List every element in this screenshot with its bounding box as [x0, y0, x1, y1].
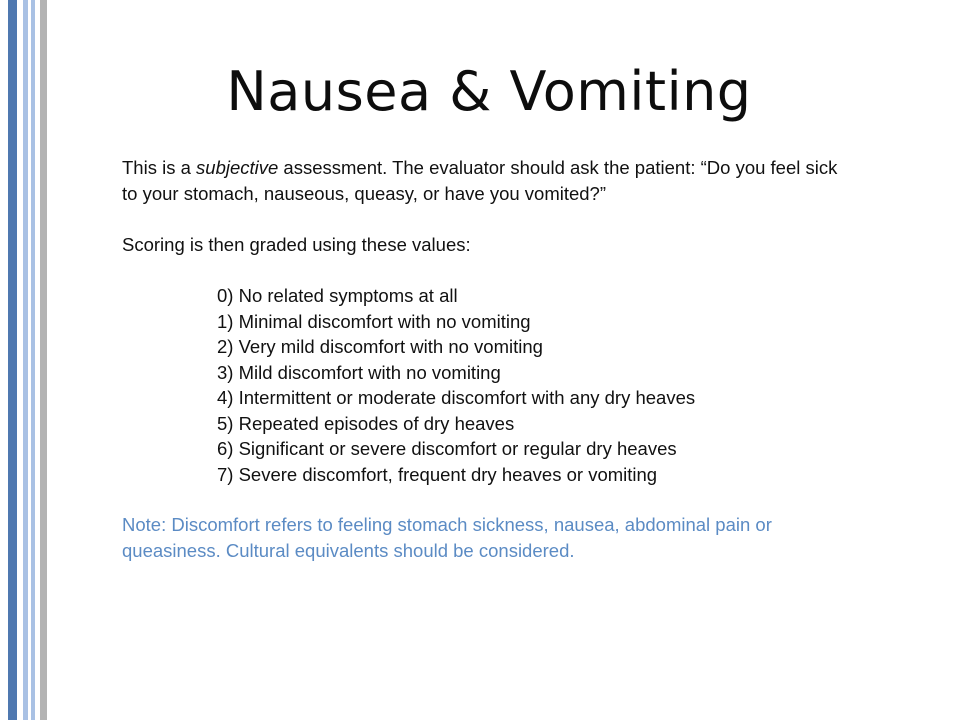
intro-prefix: This is a — [122, 157, 197, 178]
score-item-4: 4) Intermittent or moderate discomfort with any dry heaves — [217, 387, 696, 408]
scoring-intro: Scoring is then graded using these values: — [122, 234, 471, 255]
score-item-2: 2) Very mild discomfort with no vomiting — [217, 336, 543, 357]
score-item-5: 5) Repeated episodes of dry heaves — [217, 412, 515, 434]
score-item-7: 7) Severe discomfort, frequent dry heaves or vomiting — [217, 463, 658, 485]
score-item-3: 3) Mild discomfort with no vomiting — [217, 361, 501, 383]
score-list — [122, 283, 852, 487]
score-item-0: 0) No related symptoms at all — [217, 285, 458, 306]
slide-body — [122, 155, 852, 564]
intro-emphasis: subjective — [196, 157, 279, 178]
intro-paragraph — [122, 155, 852, 207]
slide-title: Nausea & Vomiting — [226, 60, 752, 123]
intro-suffix: assessment. The evaluator should ask the patient: “Do you feel sick to your stomach, nauseous, queasy, or have you vomited?” — [122, 157, 838, 204]
score-item-1: 1) Minimal discomfort with no vomiting — [217, 310, 531, 332]
score-item-6: 6) Significant or severe discomfort or regular dry heaves — [217, 438, 677, 459]
note-text: Note: Discomfort refers to feeling stomach sickness, nausea, abdominal pain or queasiness. Cultural equivalents should be considered. — [122, 514, 772, 561]
